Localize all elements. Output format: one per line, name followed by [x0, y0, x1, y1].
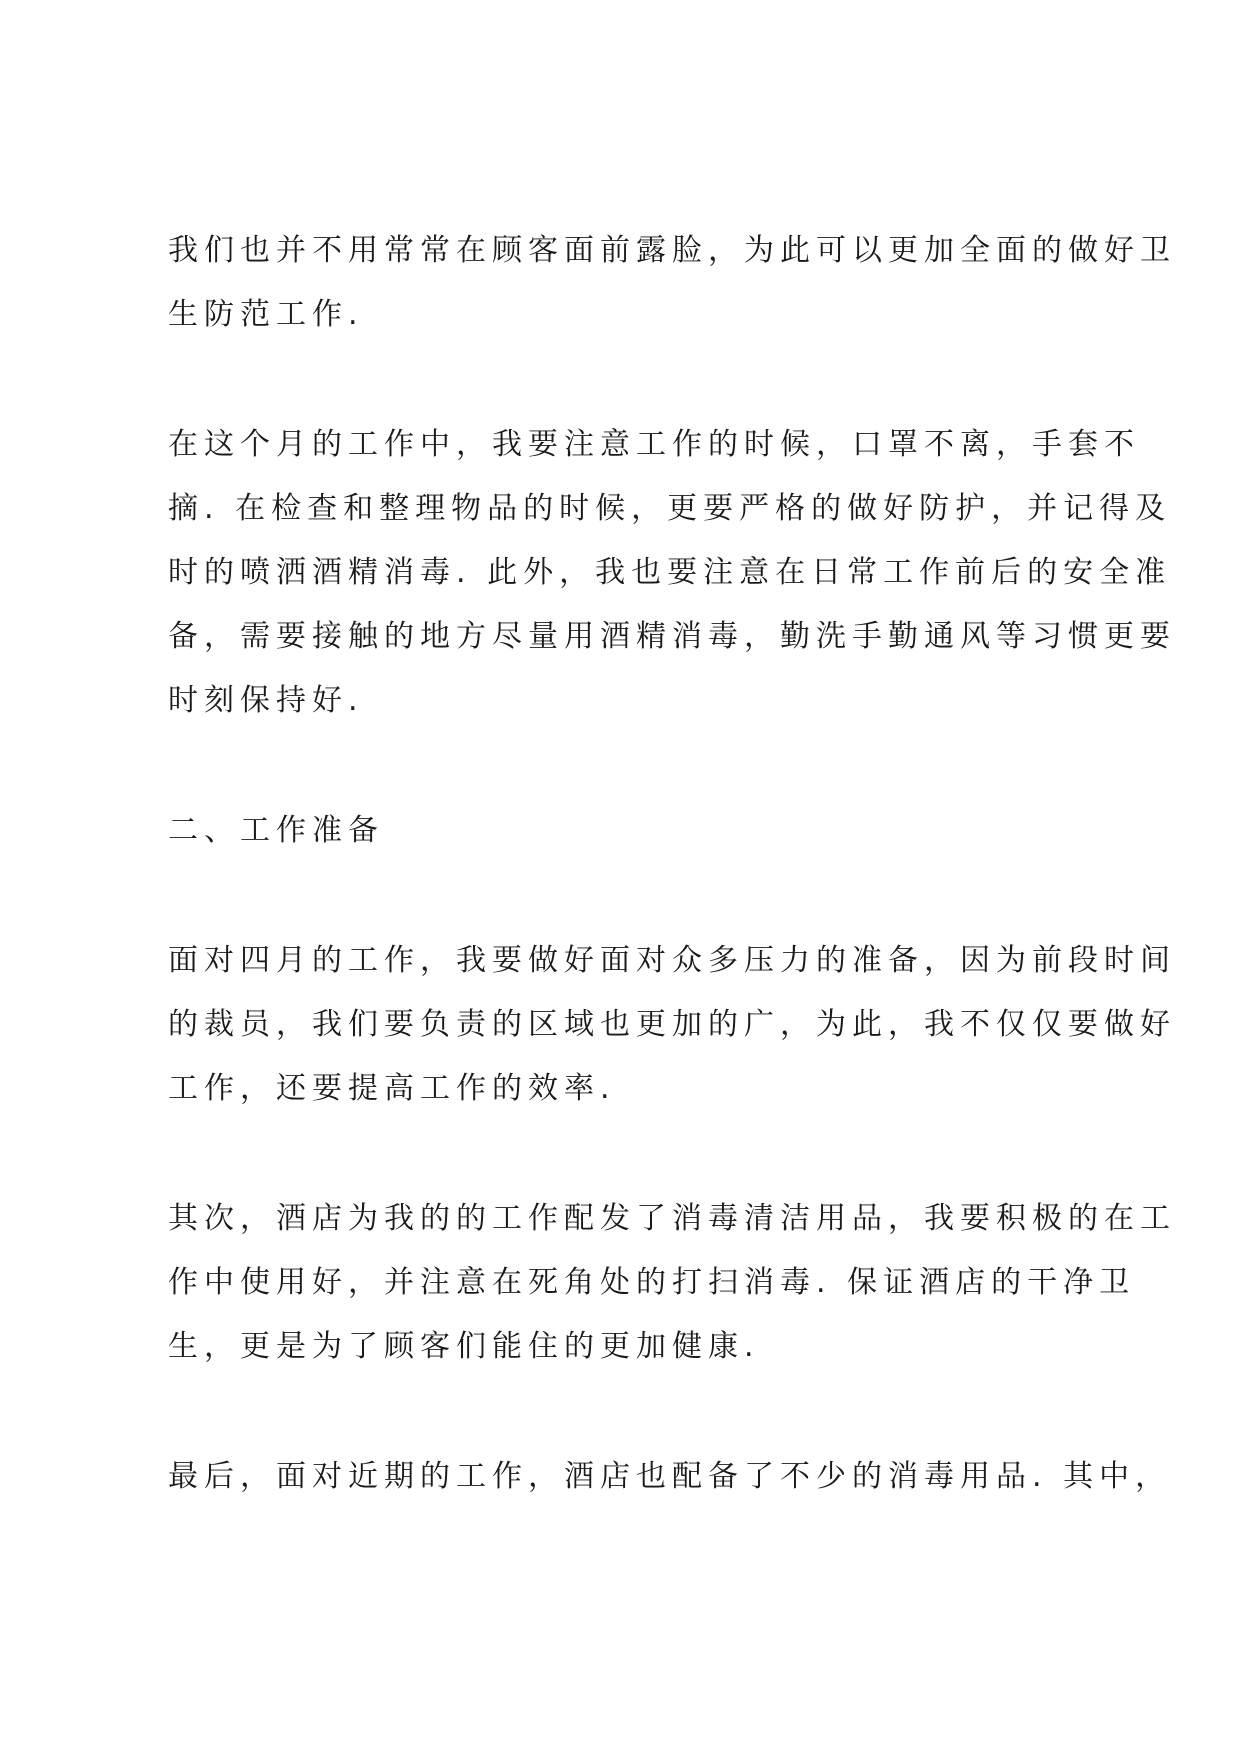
paragraph-2-line-1: 在这个月的工作中，我要注意工作的时候，口罩不离，手套不	[168, 427, 1140, 462]
paragraph-4-line-2: 作中使用好，并注意在死角处的打扫消毒. 保证酒店的干净卫	[168, 1265, 1136, 1300]
paragraph-4-line-1: 其次，酒店为我的的工作配发了消毒清洁用品，我要积极的在工	[168, 1201, 1176, 1236]
paragraph-3-line-1: 面对四月的工作，我要做好面对众多压力的准备，因为前段时间	[168, 943, 1176, 978]
paragraph-3-line-3: 工作，还要提高工作的效率.	[168, 1071, 616, 1106]
paragraph-3-line-2: 的裁员，我们要负责的区域也更加的广，为此，我不仅仅要做好	[168, 1007, 1176, 1042]
paragraph-2-line-2: 摘. 在检查和整理物品的时候，更要严格的做好防护，并记得及	[168, 491, 1172, 526]
paragraph-4-line-3: 生，更是为了顾客们能住的更加健康.	[168, 1329, 760, 1364]
paragraph-2-line-3: 时的喷洒酒精消毒. 此外，我也要注意在日常工作前后的安全准	[168, 555, 1172, 590]
paragraph-2-line-4: 备，需要接触的地方尽量用酒精消毒，勤洗手勤通风等习惯更要	[168, 619, 1176, 654]
paragraph-5-line-1: 最后，面对近期的工作，酒店也配备了不少的消毒用品. 其中，	[168, 1459, 1172, 1494]
paragraph-1-line-2: 生防范工作.	[168, 297, 364, 332]
section-heading: 二、工作准备	[168, 813, 384, 848]
paragraph-2-line-5: 时刻保持好.	[168, 683, 364, 718]
paragraph-1-line-1: 我们也并不用常常在顾客面前露脸，为此可以更加全面的做好卫	[168, 233, 1176, 268]
